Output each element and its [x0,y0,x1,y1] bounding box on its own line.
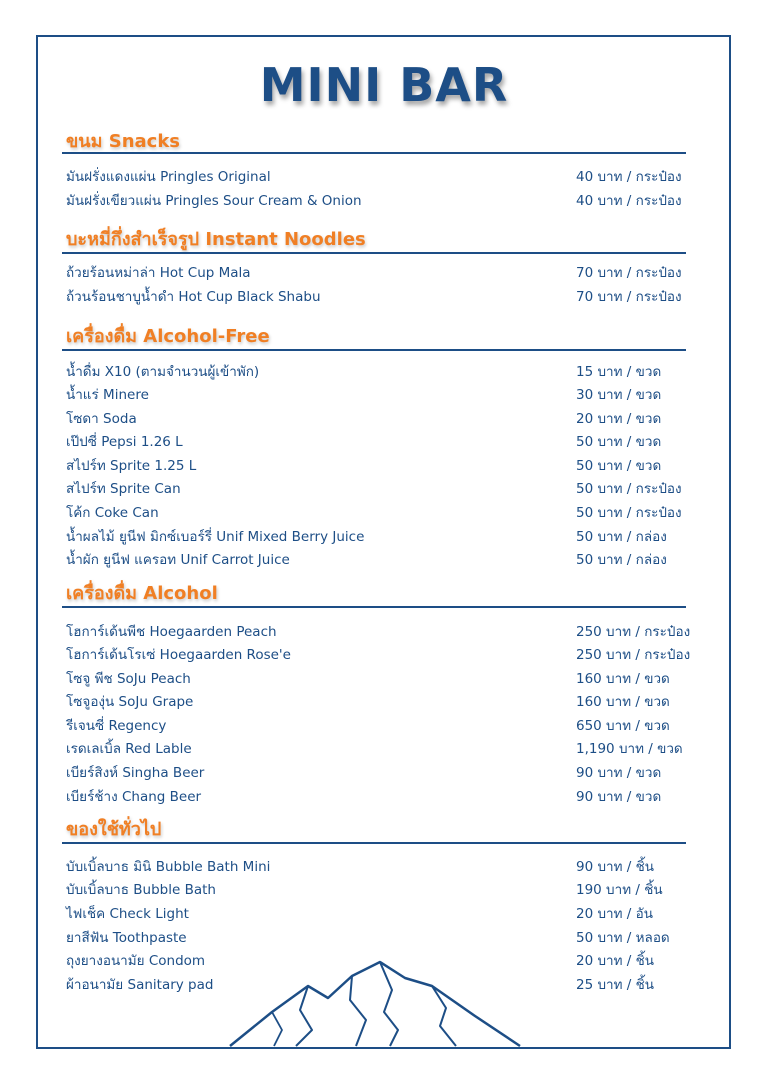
item-price: 20 บาท / ชิ้น [576,953,655,969]
item-name: รีเจนซี่ Regency [66,718,167,734]
item-name: มันฝรั่งแดงแผ่น Pringles Original [66,169,271,185]
item-name: โซจู พีช SoJu Peach [66,671,191,687]
item-price: 90 บาท / ชิ้น [576,859,655,875]
item-name: โซดา Soda [66,411,137,427]
item-price: 90 บาท / ขวด [576,765,662,781]
item-name: เรดเลเบิ้ล Red Lable [66,741,192,757]
item-price: 250 บาท / กระป๋อง [576,624,691,640]
item-name: บับเบิ้ลบาธ Bubble Bath [66,882,216,898]
item-name: น้ำผลไม้ ยูนีฟ มิกซ์เบอร์รี่ Unif Mixed Berry Juice [66,529,365,545]
item-price: 25 บาท / ชิ้น [576,977,655,993]
item-name: บับเบิ้ลบาธ มินิ Bubble Bath Mini [66,859,271,875]
item-price: 50 บาท / กระป๋อง [576,505,682,521]
item-price: 20 บาท / อัน [576,906,653,922]
page-title: MINI BAR [259,58,509,112]
item-name: โค้ก Coke Can [66,505,159,521]
item-name: ถ้วนร้อนชาบูน้ำดำ Hot Cup Black Shabu [66,289,321,305]
item-name: ถุงยางอนามัย Condom [66,953,206,969]
section-heading-alcohol: เครื่องดื่ม Alcohol [66,583,218,604]
item-price: 50 บาท / กระป๋อง [576,481,682,497]
item-name: มันฝรั่งเขียวแผ่น Pringles Sour Cream & Onion [66,193,362,209]
section-heading-alcohol-free: เครื่องดื่ม Alcohol-Free [66,326,270,347]
item-name: สไปร์ท Sprite 1.25 L [66,458,197,474]
item-price: 160 บาท / ขวด [576,671,670,687]
item-price: 1,190 บาท / ขวด [576,741,683,757]
item-price: 50 บาท / กล่อง [576,529,667,545]
item-price: 20 บาท / ขวด [576,411,662,427]
section-heading-noodles: บะหมี่กึ่งสำเร็จรูป Instant Noodles [66,229,366,250]
item-name: ถ้วยร้อนหม่าล่า Hot Cup Mala [66,265,251,281]
item-price: 190 บาท / ชิ้น [576,882,663,898]
item-name: สไปร์ท Sprite Can [66,481,181,497]
item-name: ไฟเช็ค Check Light [66,906,189,922]
item-name: เบียร์ช้าง Chang Beer [66,789,202,805]
section-heading-general: ของใช้ทั่วไป [66,819,162,840]
item-name: น้ำผัก ยูนีฟ แครอท Unif Carrot Juice [66,552,290,568]
item-price: 90 บาท / ขวด [576,789,662,805]
item-name: โฮการ์เด้นโรเซ่ Hoegaarden Rose'e [66,647,291,663]
item-name: โซจูองุ่น SoJu Grape [66,694,194,710]
item-price: 50 บาท / กล่อง [576,552,667,568]
item-name: ผ้าอนามัย Sanitary pad [66,977,214,993]
item-price: 70 บาท / กระป๋อง [576,265,682,281]
item-price: 50 บาท / หลอด [576,930,670,946]
item-name: โฮการ์เด้นพีช Hoegaarden Peach [66,624,277,640]
item-price: 70 บาท / กระป๋อง [576,289,682,305]
item-name: เป๊ปซี่ Pepsi 1.26 L [66,434,183,450]
item-price: 40 บาท / กระป๋อง [576,169,682,185]
item-name: น้ำดื่ม X10 (ตามจำนวนผู้เข้าพัก) [66,364,260,380]
item-price: 40 บาท / กระป๋อง [576,193,682,209]
item-price: 50 บาท / ขวด [576,458,662,474]
item-price: 250 บาท / กระป๋อง [576,647,691,663]
section-heading-snacks: ขนม Snacks [66,131,181,152]
item-price: 160 บาท / ขวด [576,694,670,710]
item-price: 50 บาท / ขวด [576,434,662,450]
item-name: น้ำแร่ Minere [66,387,149,403]
item-price: 650 บาท / ขวด [576,718,670,734]
item-name: เบียร์สิงห์ Singha Beer [66,765,205,781]
item-name: ยาสีฟัน Toothpaste [66,930,187,946]
item-price: 15 บาท / ขวด [576,364,662,380]
item-price: 30 บาท / ขวด [576,387,662,403]
